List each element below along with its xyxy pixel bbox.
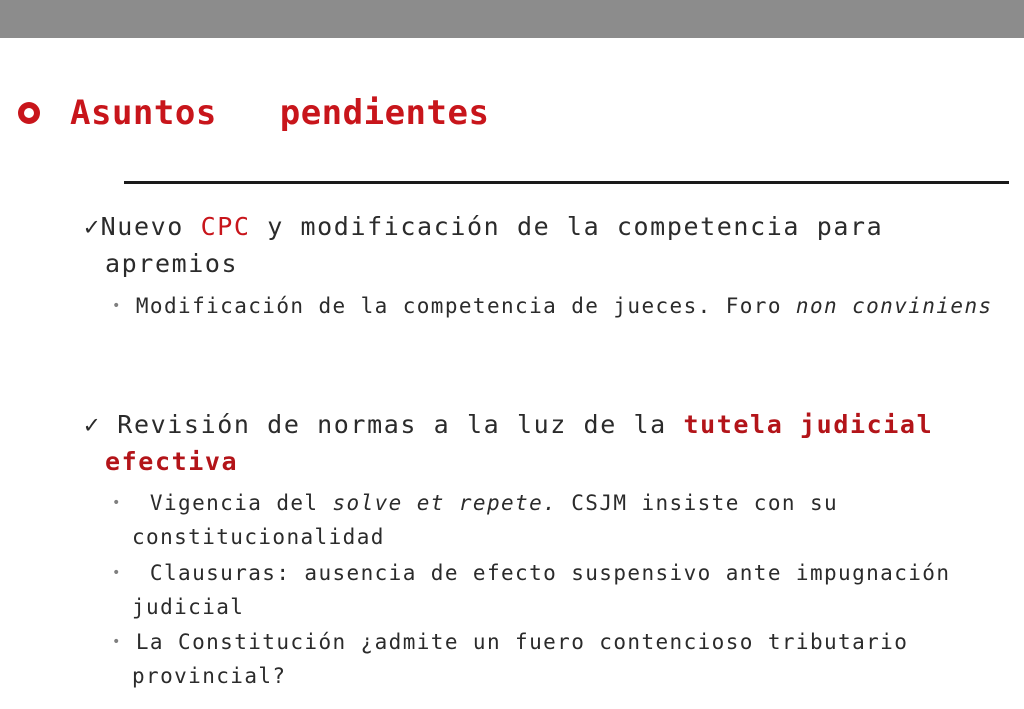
bullet-icon: • [112,634,122,650]
top-bar [0,0,1024,38]
title-divider [124,181,1009,184]
slide-title [18,90,489,136]
circle-bullet-icon [18,102,40,124]
sub-list-item: • La Constitución ¿admite un fuero contencioso tributario provincial? [112,630,909,688]
list-item: ✓Nuevo CPC y modificación de la competencia para apremios [84,212,884,278]
highlight-text: tutela judicial efectiva [105,410,934,476]
bullet-icon: • [112,495,122,511]
bullet-icon: • [112,565,122,581]
sub-list-item: • Modificación de la competencia de jueces. Foro non conviniens [112,294,993,318]
title-word-2: pendientes [279,93,490,133]
title-word-1: Asuntos [70,93,217,133]
sub-list-item: • Clausuras: ausencia de efecto suspensivo ante impugnación judicial [112,561,951,619]
checkmark-icon: ✓ [84,212,101,241]
highlight-text: CPC [200,212,251,241]
checkmark-icon: ✓ [84,410,101,439]
list-item: ✓ Revisión de normas a la luz de la tutela judicial efectiva [84,410,934,476]
sub-list-item: • Vigencia del solve et repete. CSJM insiste con su constitucionalidad [112,491,839,549]
bullet-icon: • [112,298,122,314]
